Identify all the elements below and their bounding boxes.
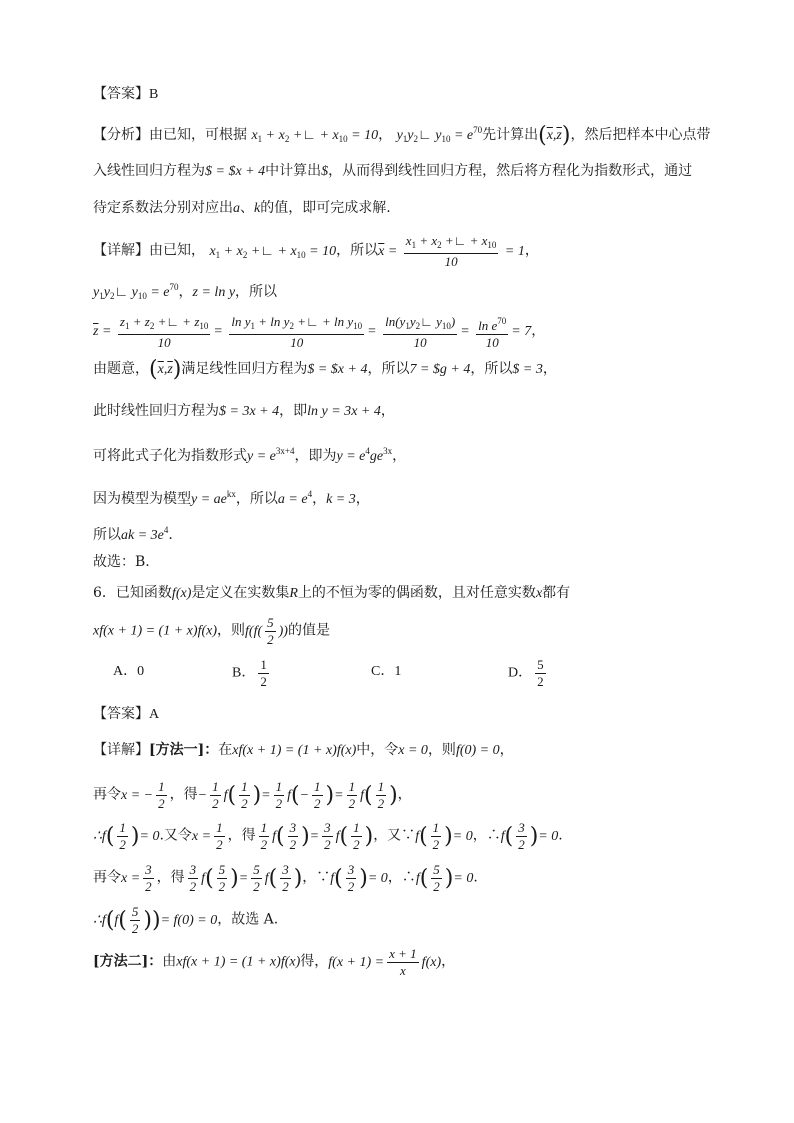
detail-line-2: $y_1y_2∟$ $y_{10} = e^{70}$，z = ln y，所以: [93, 282, 278, 301]
answer-line-2: 【答案】A: [93, 706, 160, 722]
analysis-line-3: 待定系数法分别对应出a、k的值，即可完成求解.: [93, 200, 391, 216]
option-a: A．0: [113, 664, 145, 679]
formula-product-y: $y_1y_2∟$ $y_{10} = e^{70}$: [396, 125, 483, 144]
formula-z-mean: $\overline{z}$ = $\frac{z_1 + z_2 +∟ + z_{10}}{10}$ = $\frac{\ln y_1 + \ln y_2 +∟ + \ln y_{10}}{10}$ = $\frac{\ln(y_1y_2∟ y_{10})}{10}$ = $\frac{\ln e^{70}}{10}$ = 7: [93, 313, 532, 350]
detail2-line-6: [方法二]：由xf(x + 1) = (1 + x)f(x)得，f(x + 1) = $\frac{x + 1}{x}$ f(x)，: [93, 946, 456, 978]
formula-x-mean: $\overline{x}$ = $\frac{x_1 + x_2 +∟ + x_{10}}{10}$ = 1: [378, 233, 525, 269]
answer-tag: 【答案】: [93, 86, 149, 102]
detail-line-7: 因为模型为模型$y = ae^{kx}$，所以$a = e^4$，k = 3，: [93, 489, 370, 507]
formula-sum-x: $x_1 + x_2$ +∟ + $x_{10} = 10$: [251, 128, 379, 144]
answer-line-1: [93, 84, 158, 105]
formula-center-point: $(\overline{x},\overline{z})$: [538, 122, 571, 148]
option-d: D． $\frac{5}{2}$: [508, 657, 544, 689]
detail2-line-1: 【详解】[方法一]：在xf(x + 1) = (1 + x)f(x)中，令x = 0，则f(0) = 0，: [93, 742, 514, 758]
analysis-line-2: 入线性回归方程为$ = $x + 4中计算出$，从而得到线性回归方程，然后将方程化为指数形式，通过: [93, 163, 693, 179]
detail-line-5: 此时线性回归方程为$ = 3x + 4，即ln y = 3x + 4，: [93, 403, 395, 419]
analysis-tag: 【分析】: [93, 127, 149, 143]
question-6-line-2: xf(x + 1) = (1 + x)f(x)，则f(f( $\frac{5}{2}$ ))的值是: [93, 615, 330, 647]
detail-line-1: 【详解】由已知， $x_1 + x_2$ +∟ + $x_{10} = 10$，所以$\overline{x}$ = $\frac{x_1 + x_2 +∟ + x_{10}}{10}$ = 1，: [93, 233, 539, 269]
detail-conclusion-1: 故选：B.: [93, 554, 150, 570]
detail-tag: 【详解】: [93, 242, 149, 259]
option-c: C．1: [371, 664, 402, 679]
detail-line-6: 可将此式子化为指数形式$y = e^{3x+4}$，即为$y = e^4ge^{3x}$，: [93, 446, 407, 464]
detail-line-3: $\overline{z}$ = $\frac{z_1 + z_2 +∟ + z_{10}}{10}$ = $\frac{\ln y_1 + \ln y_2 +∟ + \ln y_{10}}{10}$ = $\frac{\ln(y_1y_2∟ y_{10})}{10}$ = $\frac{\ln e^{70}}{10}$ = 7，: [93, 313, 546, 350]
detail2-line-3: ∴f( $\frac{1}{2}$ )= 0.又令x = $\frac{1}{2}$ ，得 $\frac{1}{2}$ f( $\frac{3}{2}$ )= $\frac{3}{2}$ f( $\frac{1}{2}$ )，又∵f( $\frac{1}{2}$ )= 0，∴f( $\frac{3}{2}$ )= 0.: [93, 820, 563, 852]
formula-regression: $ = $x + 4: [205, 164, 266, 179]
answer-value: B: [149, 87, 159, 102]
option-b: B． $\frac{1}{2}$: [232, 657, 267, 689]
detail-line-8: 所以ak = $3e^4$.: [93, 525, 173, 543]
question-6-line-1: 6．已知函数f(x)是定义在实数集R上的不恒为零的偶函数，且对任意实数x都有: [93, 585, 571, 601]
detail2-line-2: 再令x = − $\frac{1}{2}$ ，得− $\frac{1}{2}$ f( $\frac{1}{2}$ )= $\frac{1}{2}$ f(− $\frac{1}{2}$ )= $\frac{1}{2}$ f( $\frac{1}{2}$ )，: [93, 779, 412, 811]
detail2-line-5: ∴f(f( $\frac{5}{2}$ ))= f(0) = 0，故选 A.: [93, 904, 279, 936]
detail2-line-4: 再令x = $\frac{3}{2}$ ，得 $\frac{3}{2}$ f( $\frac{5}{2}$ )= $\frac{5}{2}$ f( $\frac{3}{2}$ )，∵f( $\frac{3}{2}$ )= 0，∴f( $\frac{5}{2}$ )= 0.: [93, 862, 478, 894]
analysis-line-1: 【分析】由已知，可根据 $x_1 + x_2$ +∟ + $x_{10} = 10$， $y_1y_2∟$ $y_{10} = e^{70}$先计算出$(\overline{x},\overline{z})$，然后把样本中心点带: [93, 122, 711, 148]
detail-line-4: 由题意，$(\overline{x},\overline{z})$满足线性回归方程为$ = $x + 4，所以7 = $g + 4，所以$ = 3，: [93, 356, 557, 382]
